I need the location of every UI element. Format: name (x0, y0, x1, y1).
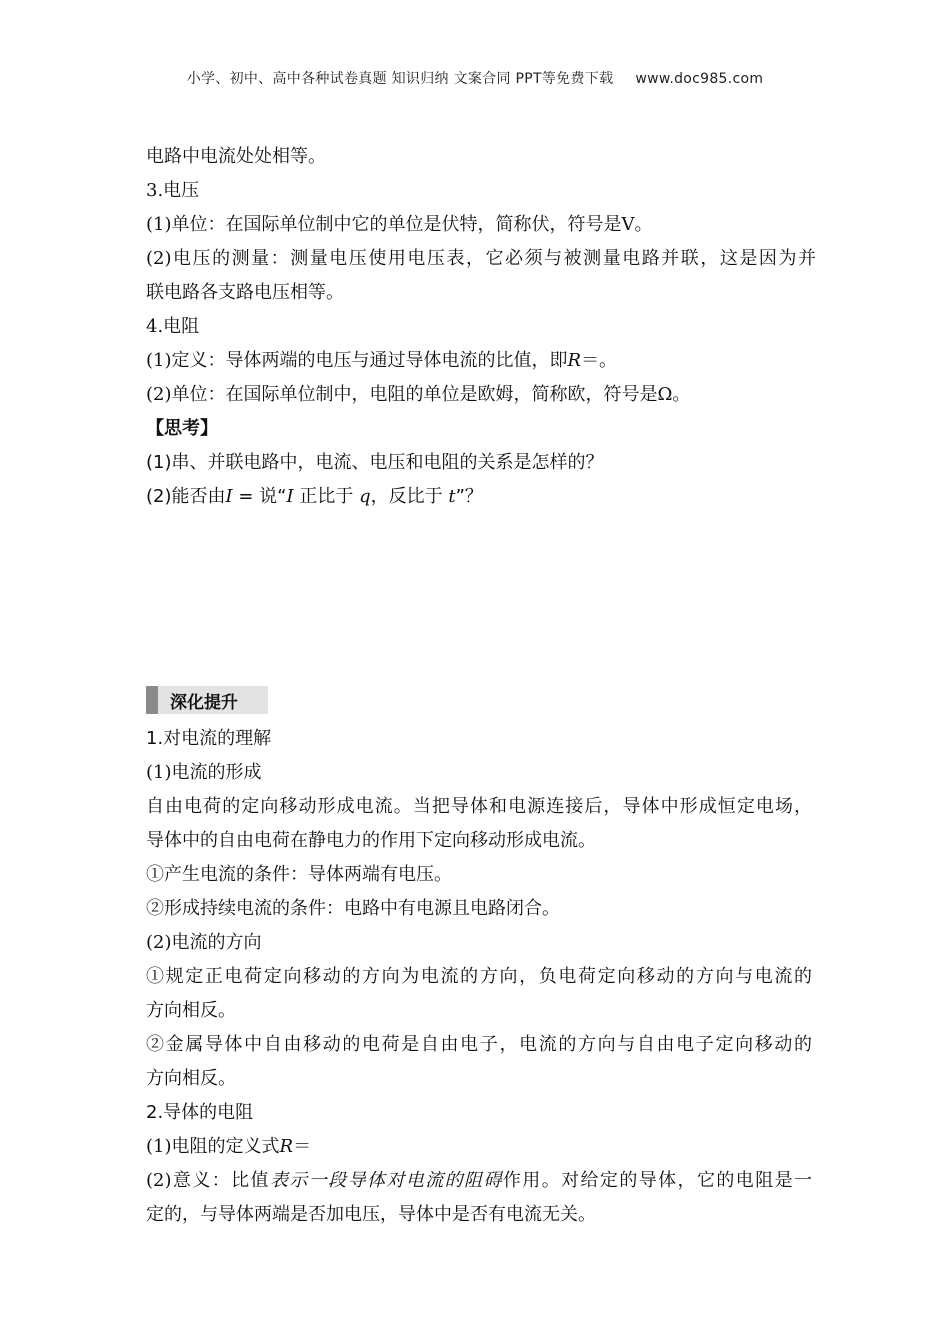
text-line: 自由电荷的定向移动形成电流。当把导体和电源连接后，导体中形成恒定电场， (146, 796, 812, 817)
text-segment: 正比于 (293, 486, 360, 507)
symbol-i: I (225, 486, 233, 507)
text-line: ②形成持续电流的条件：电路中有电源且电路闭合。 (146, 898, 560, 919)
think-title: 【思考】 (146, 418, 218, 439)
section-title: 深化提升 (170, 692, 238, 713)
symbol-q: q (359, 486, 371, 507)
text-line (146, 344, 816, 378)
text-segment: ＝ (293, 1136, 312, 1157)
text-line: 定的，与导体两端是否加电压，导体中是否有电流无关。 (146, 1204, 596, 1225)
text-segment: (2)意义：比值 (146, 1170, 270, 1191)
text-italic: 表示一段导体对电流的阻碍 (269, 1170, 503, 1191)
text-segment: (1)电阻的定义式 (146, 1136, 280, 1157)
text-line: 方向相反。 (146, 1068, 236, 1089)
text-line: 电路中电流处处相等。 (146, 146, 326, 167)
section-bar (146, 686, 158, 714)
text-segment: ，反比于 (370, 486, 449, 507)
text-line (146, 1164, 812, 1198)
heading-resistance: 4.电阻 (146, 316, 200, 337)
heading-voltage: 3.电压 (146, 180, 200, 201)
text-line: (1)单位：在国际单位制中它的单位是伏特，简称伏，符号是V。 (146, 214, 653, 235)
text-line: 导体中的自由电荷在静电力的作用下定向移动形成电流。 (146, 830, 596, 851)
symbol-i: I (286, 486, 294, 507)
question-1: (1)串、并联电路中，电流、电压和电阻的关系是怎样的？ (146, 452, 604, 473)
text-segment: (1)定义：导体两端的电压与通过导体电流的比值，即 (146, 350, 568, 371)
question-2 (146, 480, 816, 514)
content-part1 (146, 140, 816, 514)
text-segment: (2)能否由 (146, 486, 226, 507)
text-line: (2)电压的测量：测量电压使用电压表，它必须与被测量电路并联，这是因为并 (146, 248, 816, 269)
page-header (0, 68, 950, 88)
text-segment: ”？ (455, 486, 483, 507)
header-text: 小学、初中、高中各种试卷真题 知识归纳 文案合同 PPT等免费下载 (186, 71, 614, 87)
text-line: 联电路各支路电压相等。 (146, 282, 344, 303)
symbol-t: t (448, 486, 456, 507)
heading-conductor-resistance: 2.导体的电阻 (146, 1102, 254, 1123)
text-segment: 作用。对给定的导体，它的电阻是一 (502, 1170, 813, 1191)
content-part2 (146, 722, 812, 1232)
symbol-r: R (567, 350, 582, 371)
text-line: (1)电流的形成 (146, 762, 262, 783)
text-line: ①产生电流的条件：导体两端有电压。 (146, 864, 452, 885)
text-line (146, 1130, 812, 1164)
text-line: (2)电流的方向 (146, 932, 262, 953)
text-line: ②金属导体中自由移动的电荷是自由电子，电流的方向与自由电子定向移动的 (146, 1034, 812, 1055)
text-segment: = 说“ (232, 486, 287, 507)
heading-current: 1.对电流的理解 (146, 728, 272, 749)
text-segment: ＝。 (581, 350, 618, 371)
symbol-r: R (279, 1136, 294, 1157)
header-url[interactable]: www.doc985.com (635, 71, 764, 87)
section-heading (146, 686, 268, 714)
text-line: 方向相反。 (146, 1000, 236, 1021)
text-line: (2)单位：在国际单位制中，电阻的单位是欧姆，简称欧，符号是Ω。 (146, 384, 691, 405)
text-line: ①规定正电荷定向移动的方向为电流的方向，负电荷定向移动的方向与电流的 (146, 966, 812, 987)
